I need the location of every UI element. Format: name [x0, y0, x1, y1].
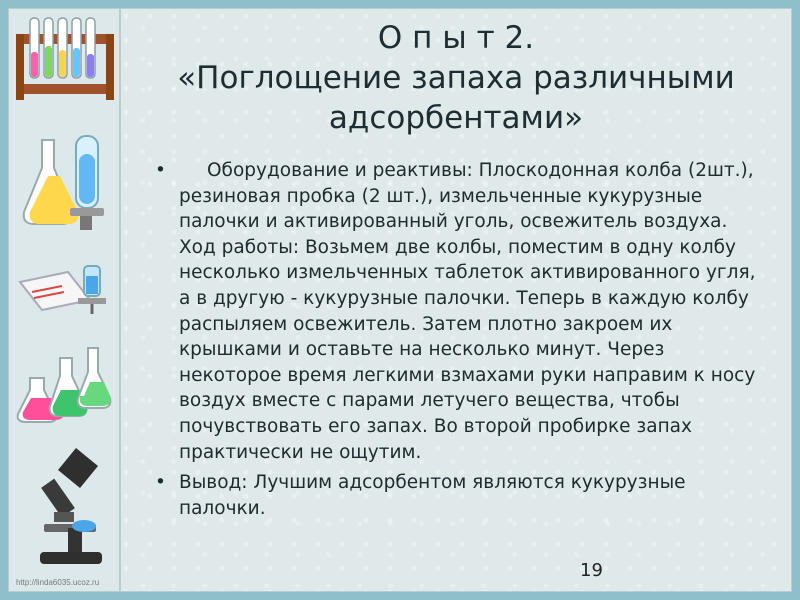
- flasks-icon: [16, 130, 120, 240]
- test-tube-rack-icon: [14, 14, 116, 102]
- slide-body: [155, 158, 770, 521]
- conclusion-text: Вывод: Лучшим адсорбентом являются кукурузные палочки.: [179, 472, 686, 519]
- page-number: 19: [580, 560, 603, 581]
- procedure-text: Ход работы: Возьмем две колбы, поместим в одну колбу несколько измельченных таблеток активированного угля, а в другую - кукурузные палочки. Теперь в каждую колбу распыляем освежитель. Затем плотно закроем их крышками и оставьте на несколько минут. Через некоторое время легкими взмахами руки направим к носу воздух вместе с парами летучего вещества, чтобы почувствовать его запах. Во второй пробирке запах практически не ощутим.: [179, 236, 756, 463]
- microscope-icon: [30, 440, 114, 570]
- lab-notebook-icon: [14, 258, 118, 322]
- site-link[interactable]: http://linda6035.ucoz.ru: [16, 578, 100, 587]
- title-line-1: О п ы т 2.: [377, 20, 535, 56]
- equipment-bullet: [155, 158, 770, 465]
- title-line-3: адсорбентами»: [328, 100, 584, 136]
- equipment-text: Оборудование и реактивы: Плоскодонная колба (2шт.), резиновая пробка (2 шт.), измельченные кукурузные палочки и активированный уголь, освежитель воздуха.: [179, 160, 754, 233]
- chemistry-flasks-icon: [16, 340, 116, 428]
- slide-title: [120, 18, 792, 138]
- conclusion-bullet: [155, 470, 770, 521]
- title-line-2: «Поглощение запаха различными: [177, 60, 735, 96]
